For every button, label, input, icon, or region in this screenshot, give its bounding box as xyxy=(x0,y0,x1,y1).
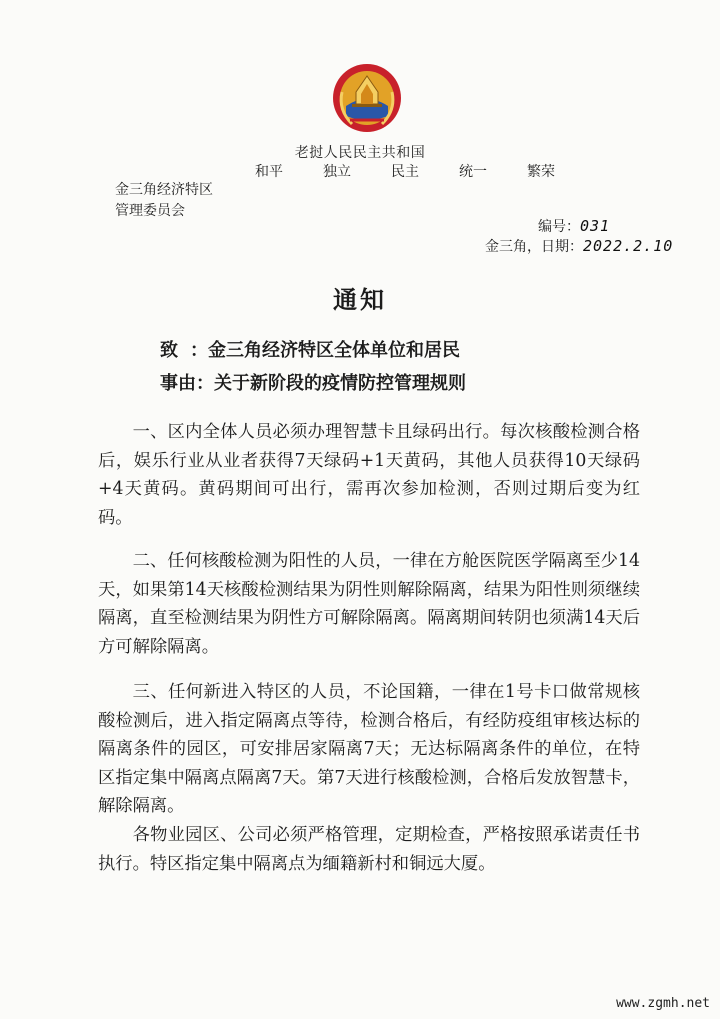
motto-word: 民主 xyxy=(391,164,419,180)
recipient-label: 致 xyxy=(160,340,178,361)
paragraph: 二、任何核酸检测为阳性的人员，一律在方舱医院医学隔离至少14天，如果第14天核酸检测结果为阴性则解除隔离，结果为阳性则须继续隔离，直至检测结果为阴性方可解除隔离。隔离期间转阴也须满14天后方可解除隔离。 xyxy=(98,551,640,657)
site-watermark: www.zgmh.net xyxy=(616,996,710,1011)
national-emblem-icon xyxy=(330,62,404,134)
subject-line xyxy=(160,369,466,395)
paragraph: 三、任何新进入特区的人员，不论国籍，一律在1号卡口做常规核酸检测后，进入指定隔离点等待，检测合格后，有经防疫组审核达标的隔离条件的园区，可安排居家隔离7天；无达标隔离条件的单位，在特区指定集中隔离点隔离7天。第7天进行核酸检测，合格后发放智慧卡，解除隔离。 xyxy=(98,682,640,816)
motto-word: 繁荣 xyxy=(527,164,555,180)
recipient-separator: ： xyxy=(190,340,208,361)
number-label: 编号： xyxy=(538,219,580,235)
subject-text: 关于新阶段的疫情防控管理规则 xyxy=(214,373,466,394)
document-date xyxy=(485,236,673,256)
motto-word: 独立 xyxy=(323,164,351,180)
issuing-organization xyxy=(115,180,213,222)
recipient-line xyxy=(160,336,460,362)
org-line: 管理委员会 xyxy=(115,203,185,219)
motto-word: 和平 xyxy=(255,164,283,180)
recipient-text: 金三角经济特区全体单位和居民 xyxy=(208,340,460,361)
document-title: 通知 xyxy=(333,286,387,314)
paragraph: 各物业园区、公司必须严格管理，定期检查，严格按照承诺责任书执行。特区指定集中隔离点为缅籍新村和铜远大厦。 xyxy=(98,825,640,874)
country-name: 老挝人民民主共和国 xyxy=(294,145,426,161)
date-label: 金三角，日期： xyxy=(485,239,583,255)
paragraph: 一、区内全体人员必须办理智慧卡且绿码出行。每次核酸检测合格后，娱乐行业从业者获得7天绿码+1天黄码，其他人员获得10天绿码+4天黄码。黄码期间可出行，需再次参加检测，否则过期后变为红码。 xyxy=(98,422,640,528)
national-motto xyxy=(255,161,555,181)
motto-word: 统一 xyxy=(459,164,487,180)
document-number xyxy=(538,216,610,236)
org-line: 金三角经济特区 xyxy=(115,182,213,198)
number-value: 031 xyxy=(580,217,611,235)
date-value: 2022.2.10 xyxy=(583,237,674,255)
subject-label: 事由： xyxy=(160,373,214,394)
